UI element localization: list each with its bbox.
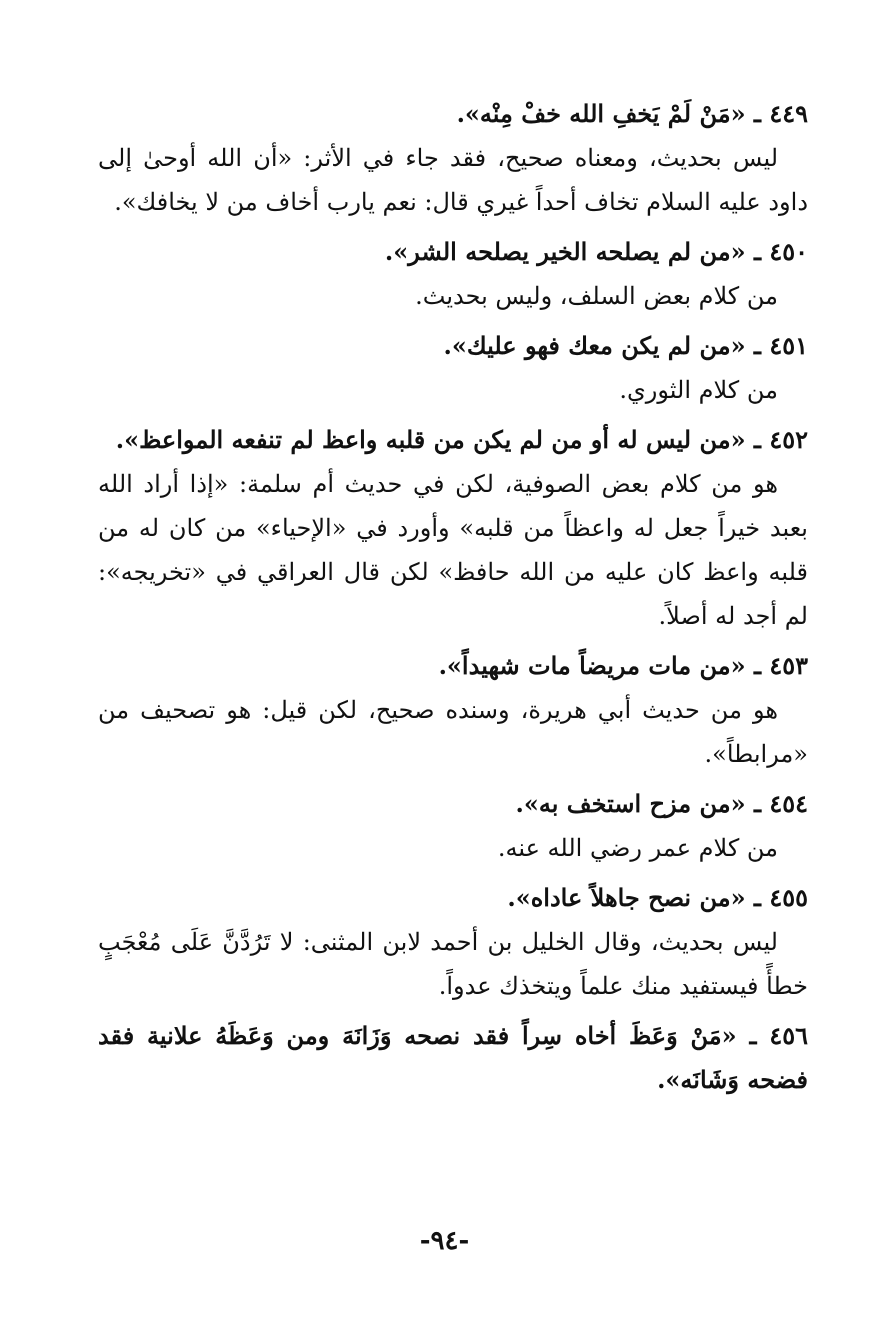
entry-body: هو من كلام بعض الصوفية، لكن في حديث أم سلمة: «إذا أراد الله بعبد خيراً جعل له واعظاً من قلبه» وأورد في «الإحياء» من كان له من قلبه واعظ كان عليه من الله حافظ» لكن قال العراقي في «تخريجه»: لم أجد له أصلاً. [98, 470, 808, 630]
entry-body: من كلام الثوري. [619, 376, 778, 404]
entry-450 [98, 230, 808, 318]
entry-heading: ٤٥٤ ـ «من مزح استخف به». [515, 789, 808, 818]
entry-heading: ٤٥٢ ـ «من ليس له أو من لم يكن من قلبه واعظ لم تنفعه المواعظ». [115, 425, 808, 454]
entry-heading: ٤٥١ ـ «من لم يكن معك فهو عليك». [443, 331, 808, 360]
entry-body: ليس بحديث، ومعناه صحيح، فقد جاء في الأثر: «أن الله أوحىٰ إلى داود عليه السلام تخاف أحداً غيري قال: نعم يارب أخاف من لا يخافك». [98, 144, 808, 216]
entry-449 [98, 92, 808, 224]
entry-body: هو من حديث أبي هريرة، وسنده صحيح، لكن قيل: هو تصحيف من «مرابطاً». [98, 696, 808, 768]
entry-body: من كلام بعض السلف، وليس بحديث. [415, 282, 778, 310]
entry-body: من كلام عمر رضي الله عنه. [497, 834, 778, 862]
page-number: -٩٤- [419, 1226, 470, 1256]
entry-heading: ٤٥٠ ـ «من لم يصلحه الخير يصلحه الشر». [384, 237, 808, 266]
entry-heading: ٤٥٣ ـ «من مات مريضاً مات شهيداً». [438, 651, 808, 680]
entry-456 [98, 1014, 808, 1102]
entry-heading: ٤٥٥ ـ «من نصح جاهلاً عاداه». [507, 883, 808, 912]
entry-heading: ٤٥٦ ـ «مَنْ وَعَظَ أخاه سِراً فقد نصحه وَزَانَهَ ومن وَعَظَهُ علانية فقد فضحه وَشَانَه». [98, 1021, 808, 1094]
entry-454 [98, 782, 808, 870]
book-page [98, 92, 808, 1108]
entry-452 [98, 418, 808, 638]
entry-body: ليس بحديث، وقال الخليل بن أحمد لابن المثنى: لا تَرُدَّنَّ عَلَى مُعْجَبٍ خطأً فيستفيد منك علماً ويتخذك عدواً. [98, 928, 808, 1000]
entry-451 [98, 324, 808, 412]
entry-453 [98, 644, 808, 776]
entry-455 [98, 876, 808, 1008]
entry-heading: ٤٤٩ ـ «مَنْ لَمْ يَخفِ الله خفْ مِنْه». [456, 99, 808, 128]
